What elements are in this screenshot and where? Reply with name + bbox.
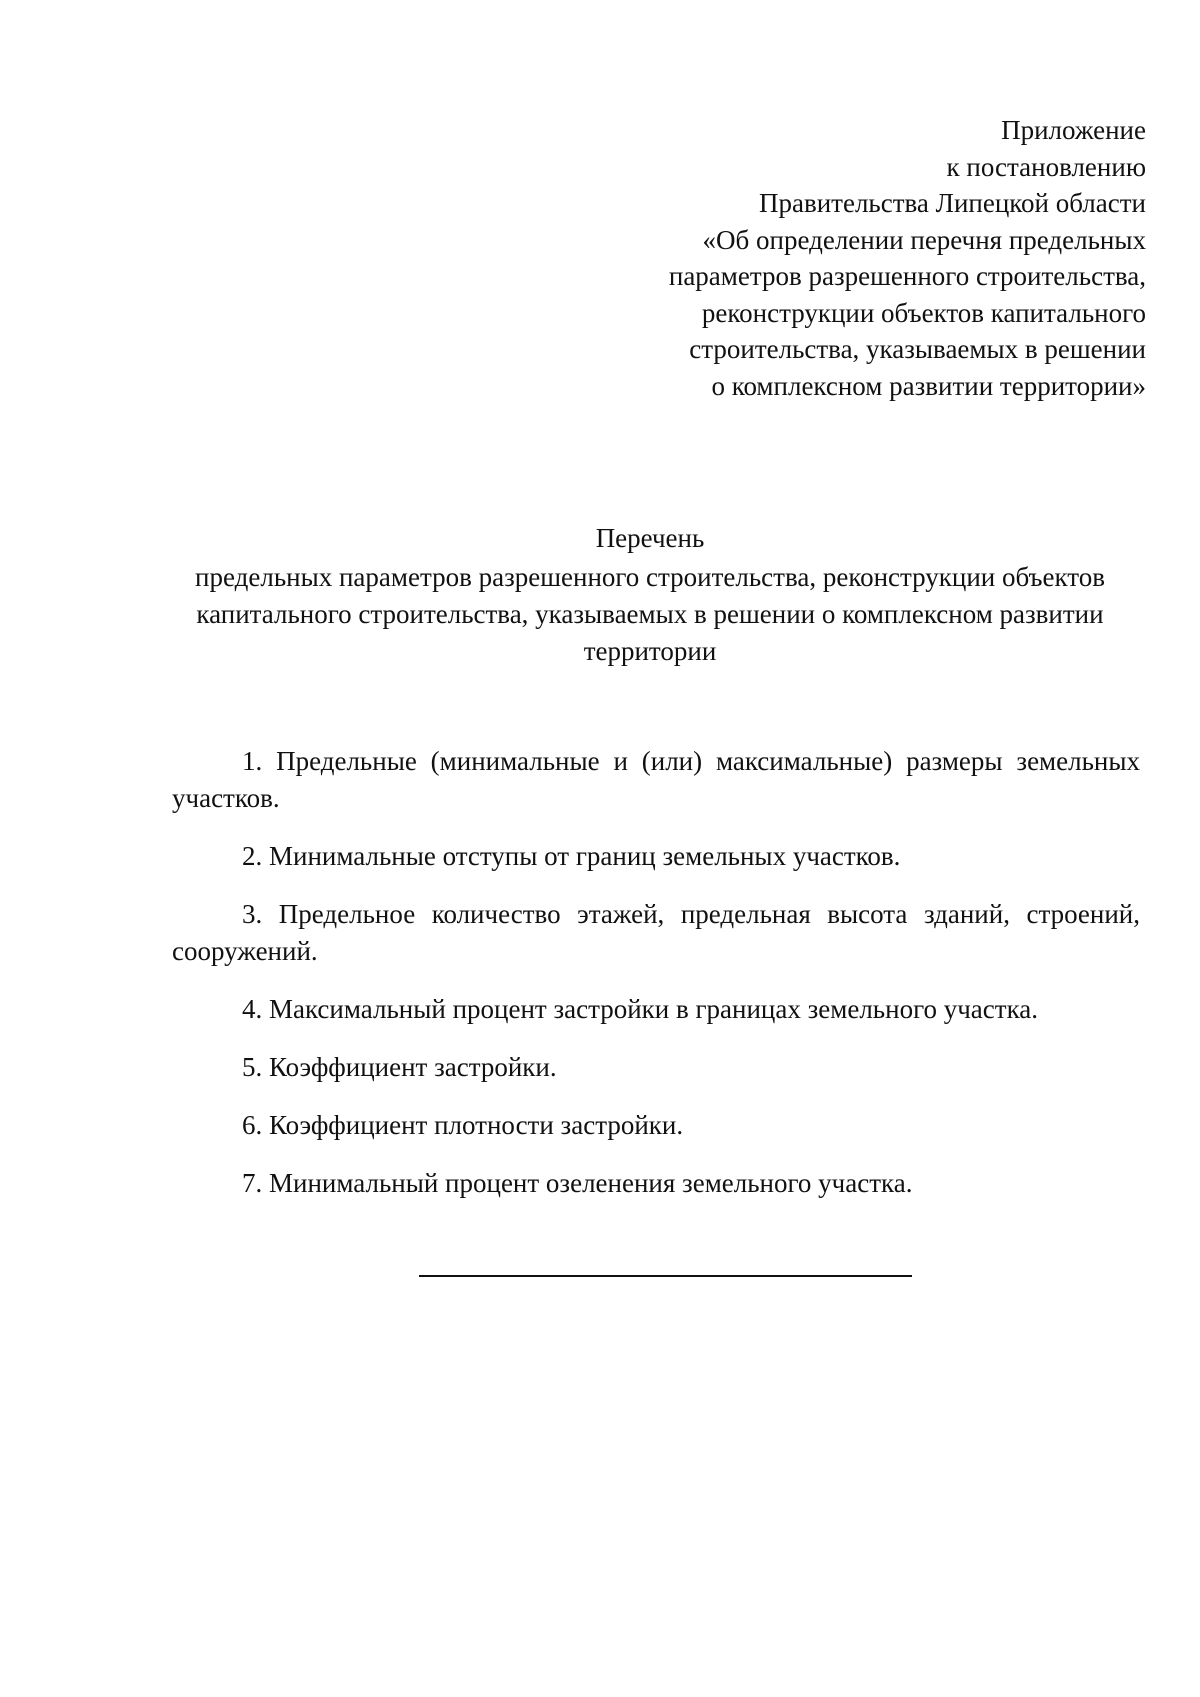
appendix-header: [446, 112, 1146, 404]
appendix-line: параметров разрешенного строительства,: [668, 261, 1146, 291]
title-heading: Перечень: [595, 523, 705, 553]
parameters-list: [172, 743, 1140, 1223]
document-title: [160, 520, 1140, 670]
appendix-line: Приложение: [1001, 115, 1146, 145]
title-subheading: предельных параметров разрешенного строительства, реконструкции объектов капитального строительства, указываемых в решении о комплексном развитии территории: [195, 562, 1105, 666]
appendix-line: реконструкции объектов капитального: [701, 297, 1146, 328]
list-item: 2. Минимальные отступы от границ земельных участков.: [242, 841, 901, 871]
appendix-line: строительства, указываемых в решении: [689, 334, 1146, 364]
list-item: 3. Предельное количество этажей, предельная высота зданий, строений, сооружений.: [172, 899, 1140, 966]
closing-divider: [419, 1275, 912, 1277]
list-item: 6. Коэффициент плотности застройки.: [242, 1110, 684, 1140]
appendix-line: о комплексном развитии территории»: [711, 370, 1146, 401]
list-item: 7. Минимальный процент озеленения земельного участка.: [242, 1168, 913, 1198]
list-item: 1. Предельные (минимальные и (или) максимальные) размеры земельных участков.: [172, 746, 1140, 813]
appendix-line: «Об определении перечня предельных: [702, 224, 1146, 255]
list-item: 5. Коэффициент застройки.: [242, 1052, 557, 1082]
appendix-line: Правительства Липецкой области: [758, 188, 1146, 218]
appendix-line: к постановлению: [946, 151, 1146, 182]
list-item: 4. Максимальный процент застройки в границах земельного участка.: [242, 994, 1039, 1024]
